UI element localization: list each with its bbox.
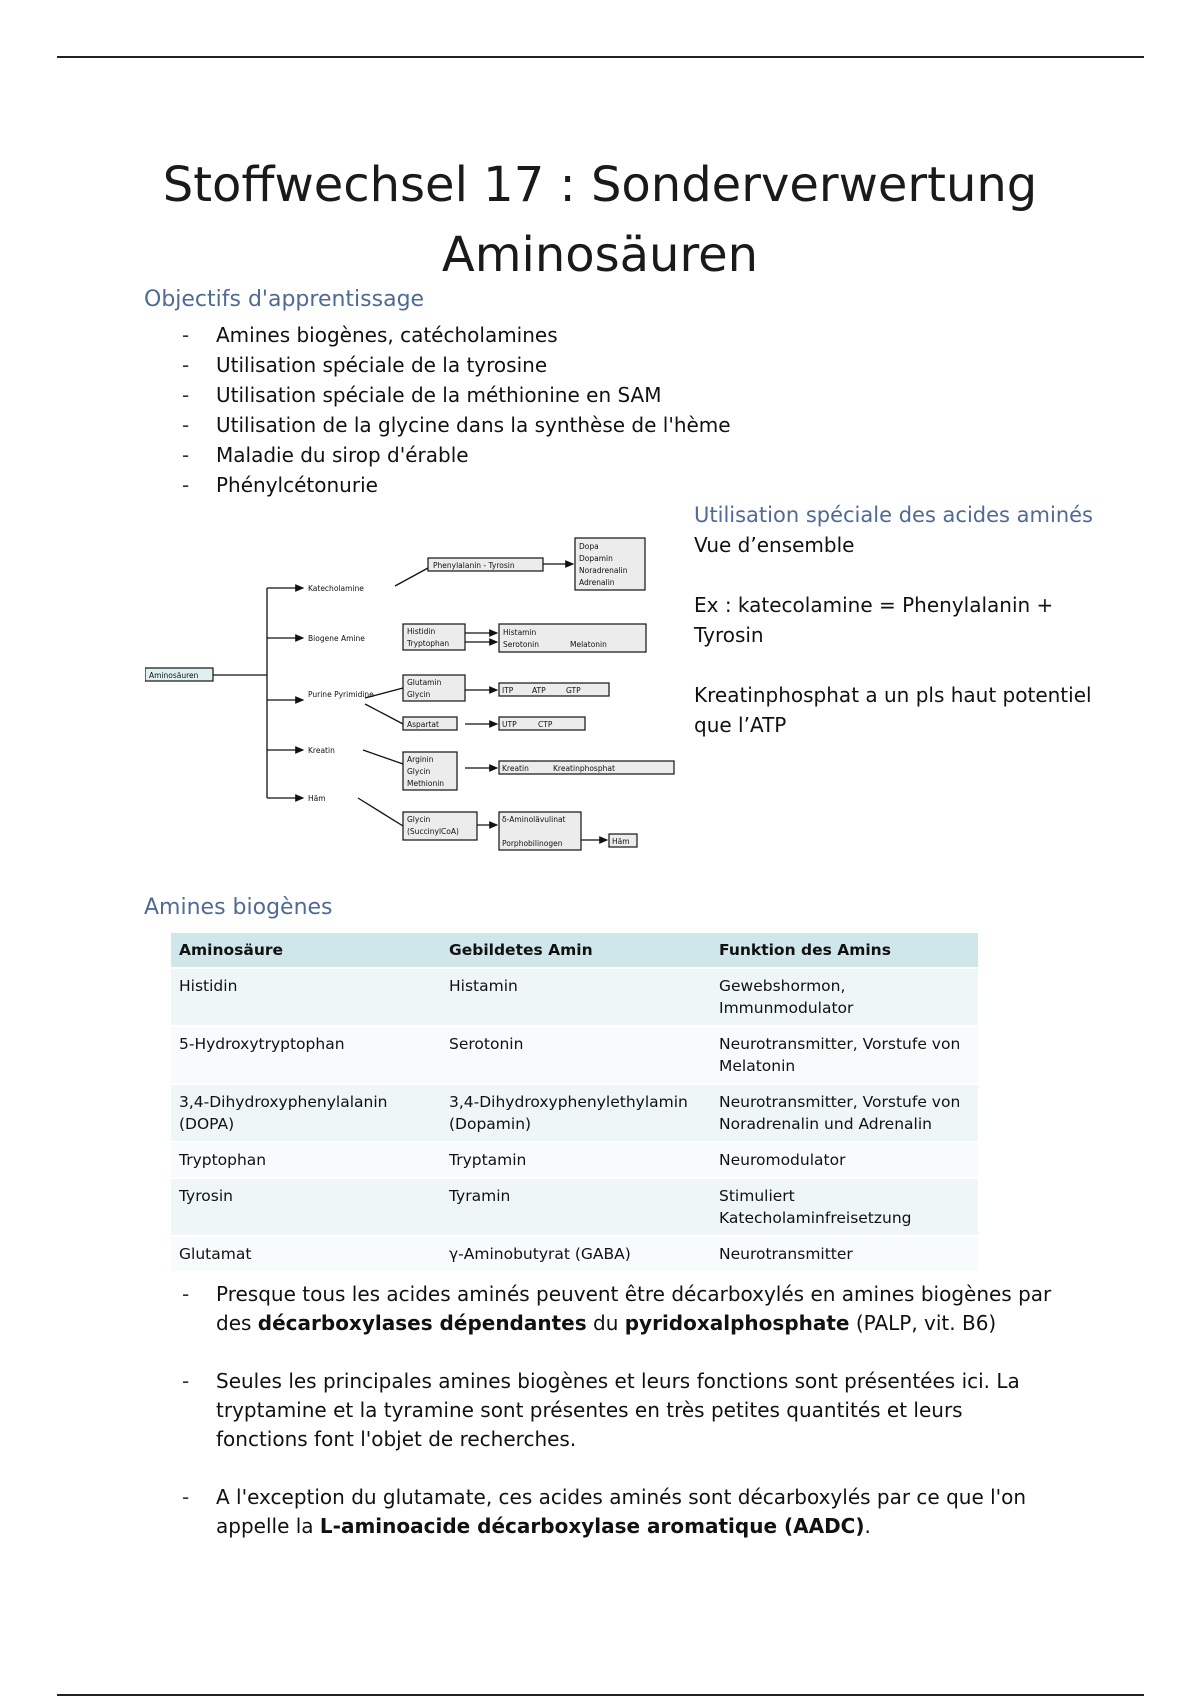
objective-item: - Utilisation spéciale de la méthionine en SAM [180, 380, 731, 410]
diagram-branch-purine-text: Purine Pyrimidine [308, 690, 374, 699]
bottom-rule [57, 1694, 1144, 1696]
diagram-box-haem: Häm [612, 837, 630, 846]
table-row [171, 1026, 978, 1084]
diagram-box-histidin: Histidin [407, 627, 436, 636]
amino-acid-usage-diagram [145, 528, 685, 858]
diagram-box-kreatin: Kreatin [502, 764, 529, 773]
diagram-box-methionin: Methionin [407, 779, 445, 788]
table-cell: γ-Aminobutyrat (GABA) [441, 1236, 711, 1272]
note-text: . [864, 1514, 871, 1538]
table-cell: Histidin [171, 968, 441, 1026]
page-title-line-2: Aminosäuren [441, 227, 759, 283]
objectives-list [180, 320, 731, 500]
overview-heading: Utilisation spéciale des acides aminés [694, 503, 1093, 527]
diagram-box-adrenalin: Adrenalin [579, 578, 615, 587]
note-text: A l'exception du glutamate, ces acides aminés sont décarboxylés par ce que l'on appelle la [216, 1485, 1027, 1538]
table-row [171, 968, 978, 1026]
diagram-box-aspartat: Aspartat [407, 720, 439, 729]
notes-list [180, 1280, 1060, 1570]
diagram-branch-biogene: Biogene Amine [308, 634, 365, 643]
overview-subheading: Vue d’ensemble [694, 533, 855, 557]
table-cell: Neurotransmitter [711, 1236, 978, 1272]
column-header: Aminosäure [171, 933, 441, 968]
note-item [180, 1483, 1060, 1541]
diagram-box-glycin-3: Glycin [407, 815, 431, 824]
diagram-box-atp: ATP [532, 686, 546, 695]
objective-item: - Phénylcétonurie [180, 470, 731, 500]
objective-item: - Maladie du sirop d'érable [180, 440, 731, 470]
diagram-box-tryptophan: Tryptophan [407, 639, 450, 648]
objectives-heading: Objectifs d'apprentissage [144, 287, 425, 312]
diagram-box-noradrenalin: Noradrenalin [579, 566, 628, 575]
table-header-row [171, 933, 978, 968]
note-item [180, 1280, 1060, 1338]
diagram-box-glycin: Glycin [407, 690, 431, 699]
diagram-box-glycin-2: Glycin [407, 767, 431, 776]
table-cell: Neurotransmitter, Vorstufe von Noradrenalin und Adrenalin [711, 1084, 978, 1142]
top-rule [57, 56, 1144, 58]
table-cell: Tryptophan [171, 1142, 441, 1178]
table-row [171, 1178, 978, 1236]
overview-sidebar [694, 500, 1094, 740]
table-cell: 3,4-Dihydroxyphenylalanin (DOPA) [171, 1084, 441, 1142]
diagram-box-arginin: Arginin [407, 755, 434, 764]
diagram-box-utp: UTP [502, 720, 517, 729]
table-cell: Stimuliert Katecholaminfreisetzung [711, 1178, 978, 1236]
note-item [180, 1367, 1060, 1454]
diagram-box-phe-tyr: Phenylalanin - Tyrosin [433, 561, 515, 570]
diagram-box-dopa: Dopa [579, 542, 599, 551]
column-header: Gebildetes Amin [441, 933, 711, 968]
diagram-box-itp: ITP [502, 686, 514, 695]
diagram-box-serotonin: Serotonin [503, 640, 540, 649]
table-row [171, 1236, 978, 1272]
diagram-box-kreatinphosphat: Kreatinphosphat [553, 764, 615, 773]
diagram-box-aminolaevulinat: δ-Aminolävulinat [502, 815, 566, 824]
table-cell: Gewebshormon, Immunmodulator [711, 968, 978, 1026]
table-cell: 3,4-Dihydroxyphenylethylamin (Dopamin) [441, 1084, 711, 1142]
diagram-branch-purine [308, 690, 374, 699]
objective-item: - Utilisation de la glycine dans la synthèse de l'hème [180, 410, 731, 440]
overview-note: Kreatinphosphat a un pls haut potentiel que l’ATP [694, 683, 1092, 737]
diagram-box-gtp: GTP [566, 686, 581, 695]
table-row [171, 1084, 978, 1142]
diagram-box-porphobilinogen: Porphobilinogen [502, 839, 563, 848]
table-cell: Glutamat [171, 1236, 441, 1272]
table-cell: Tyramin [441, 1178, 711, 1236]
table-cell: Histamin [441, 968, 711, 1026]
note-text: Presque tous les acides aminés peuvent être décarboxylés en amines biogènes par des [216, 1282, 1052, 1335]
overview-example: Ex : katecolamine = Phenylalanin + Tyrosin [694, 593, 1054, 647]
note-bold: décarboxylases dépendantes [257, 1311, 587, 1335]
note-bold: pyridoxalphosphate [624, 1311, 850, 1335]
table-cell: Serotonin [441, 1026, 711, 1084]
amines-heading: Amines biogènes [144, 895, 333, 920]
diagram-box-ctp: CTP [538, 720, 553, 729]
table-row [171, 1142, 978, 1178]
table-cell: Neurotransmitter, Vorstufe von Melatonin [711, 1026, 978, 1084]
page-title-line-1: Stoffwechsel 17 : Sonderverwertung [162, 157, 1038, 213]
diagram-branch-katecholamine: Katecholamine [308, 584, 364, 593]
table-cell: 5-Hydroxytryptophan [171, 1026, 441, 1084]
diagram-box-dopamin: Dopamin [579, 554, 613, 563]
note-text: du [586, 1311, 625, 1335]
diagram-box-glutamin: Glutamin [407, 678, 442, 687]
diagram-root-label: Aminosäuren [149, 671, 199, 680]
diagram-box-histamin: Histamin [503, 628, 537, 637]
note-bold: L-aminoacide décarboxylase aromatique (AADC) [319, 1514, 865, 1538]
biogenic-amines-table [171, 933, 978, 1273]
note-text: Seules les principales amines biogènes et leurs fonctions sont présentées ici. La tryptamine et la tyramine sont présentes en très petites quantités et leurs fonctions font l'objet de recherches. [216, 1369, 1020, 1451]
diagram-branch-kreatin: Kreatin [308, 746, 335, 755]
table-cell: Tryptamin [441, 1142, 711, 1178]
note-text: (PALP, vit. B6) [849, 1311, 997, 1335]
column-header: Funktion des Amins [711, 933, 978, 968]
page-title [0, 150, 1200, 290]
diagram-branch-haem: Häm [308, 794, 326, 803]
table-cell: Tyrosin [171, 1178, 441, 1236]
objective-item: - Utilisation spéciale de la tyrosine [180, 350, 731, 380]
table-cell: Neuromodulator [711, 1142, 978, 1178]
objective-item: - Amines biogènes, catécholamines [180, 320, 731, 350]
diagram-box-succinylcoa: (SuccinylCoA) [407, 827, 459, 836]
diagram-box-melatonin: Melatonin [570, 640, 607, 649]
